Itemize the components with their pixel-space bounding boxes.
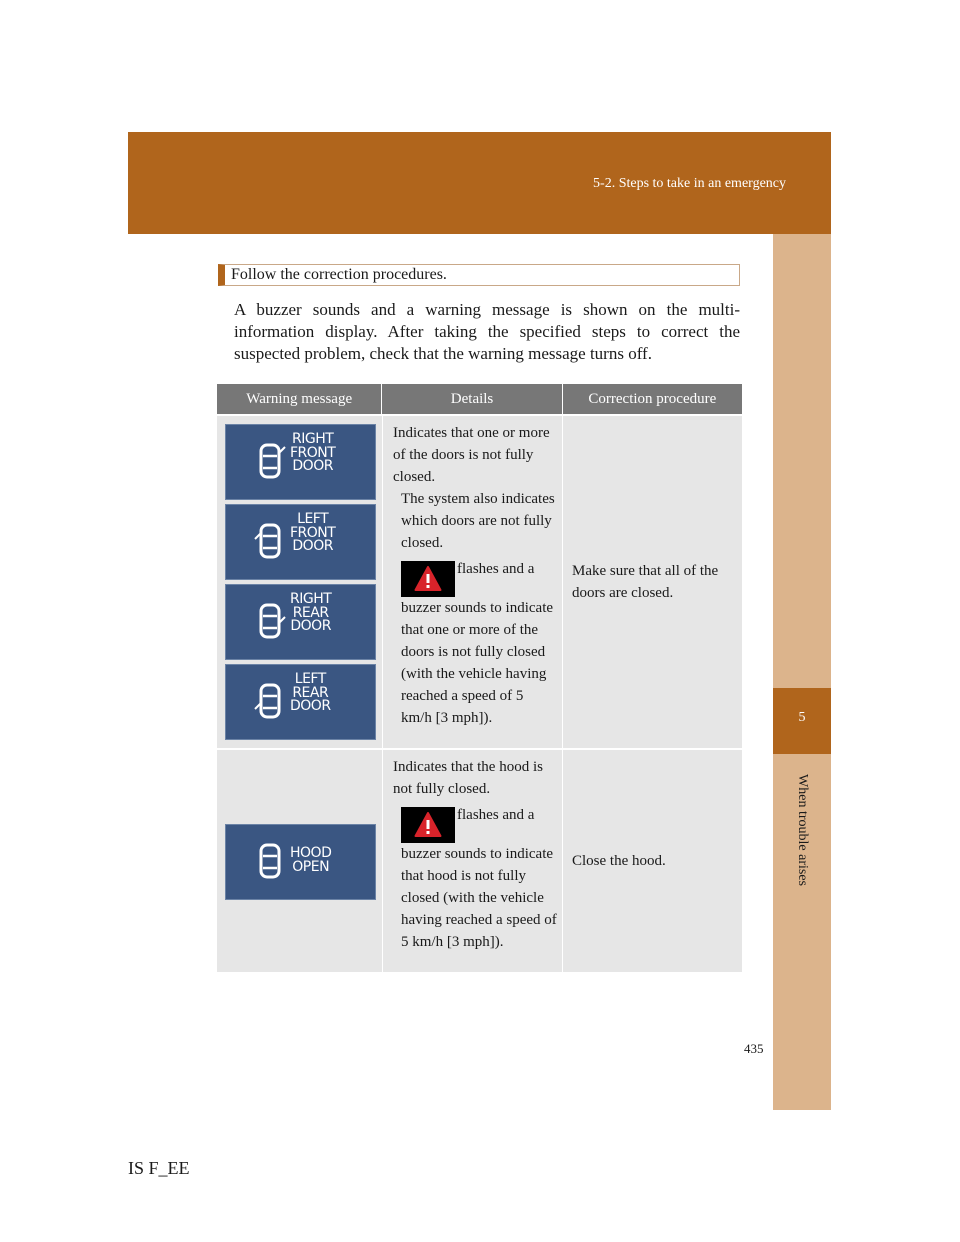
display-left-rear-door xyxy=(225,664,376,740)
details-sub xyxy=(393,804,558,953)
chapter-tab[interactable] xyxy=(773,688,831,754)
header-warning-message: Warning message xyxy=(246,390,353,407)
details-cell xyxy=(382,750,562,972)
warning-triangle-icon xyxy=(401,561,455,597)
display-left-front-door xyxy=(225,504,376,580)
chapter-title: When trouble arises xyxy=(795,774,810,886)
section-title: Follow the correction procedures. xyxy=(218,264,740,286)
car-hood-open-icon xyxy=(254,839,286,883)
table-row-hood xyxy=(217,748,742,972)
header-correction: Correction procedure xyxy=(562,384,742,414)
table-header xyxy=(217,384,742,414)
warning-message-cell xyxy=(217,416,382,748)
warning-message-cell xyxy=(217,750,382,972)
display-right-front-door xyxy=(225,424,376,500)
display-text: RIGHT REAR DOOR xyxy=(290,591,332,634)
car-door-open-icon xyxy=(254,599,286,643)
side-tab-strip xyxy=(773,234,831,1110)
car-door-open-icon xyxy=(254,679,286,723)
warning-triangle-icon xyxy=(401,807,455,843)
table-row-doors xyxy=(217,414,742,748)
display-text: HOOD OPEN xyxy=(290,845,332,875)
section-breadcrumb: 5-2. Steps to take in an emergency xyxy=(593,176,786,191)
details-cell xyxy=(382,416,562,748)
warn-head: flashes and a xyxy=(457,807,535,823)
display-right-rear-door xyxy=(225,584,376,660)
document-id: IS F_EE xyxy=(128,1158,190,1178)
display-text: LEFT REAR DOOR xyxy=(290,671,331,714)
warn-head: flashes and a xyxy=(457,561,535,577)
header-band xyxy=(128,132,831,234)
car-door-open-icon xyxy=(254,439,286,483)
correction-cell xyxy=(562,750,742,972)
car-door-open-icon xyxy=(254,519,286,563)
details-main: Indicates that one or more of the doors is not fully closed. xyxy=(393,425,550,485)
correction-text: Make sure that all of the doors are closed. xyxy=(572,563,719,601)
header-details: Details xyxy=(381,384,561,414)
display-hood-open xyxy=(225,824,376,900)
warn-rest: buzzer sounds to indicate that hood is not fully closed (with the vehicle having reached a speed of 5 km/h [3 mph]). xyxy=(401,846,557,950)
correction-cell xyxy=(562,416,742,748)
warn-rest: buzzer sounds to indicate that one or more of the doors is not fully closed (with the vehicle having reached a speed of 5 km/h [3 mph]). xyxy=(401,600,554,726)
details-main: Indicates that the hood is not fully closed. xyxy=(393,759,543,797)
details-sub: The system also indicates which doors are not fully closed. flashes and a buzzer sounds to indicate that one or more of the doors is not fully closed (with the vehicle having reached a speed of 5 km/h [3 mph]). xyxy=(393,488,558,729)
warning-table xyxy=(217,384,742,972)
display-text: LEFT FRONT DOOR xyxy=(290,511,336,554)
page-number: 435 xyxy=(744,1041,764,1056)
intro-paragraph: A buzzer sounds and a warning message is shown on the multi-information display. After taking the specified steps to correct the suspected problem, check that the warning message turns off. xyxy=(234,300,740,363)
correction-text: Close the hood. xyxy=(572,853,666,869)
display-text: RIGHT FRONT DOOR xyxy=(290,431,336,474)
chapter-number: 5 xyxy=(798,710,806,725)
